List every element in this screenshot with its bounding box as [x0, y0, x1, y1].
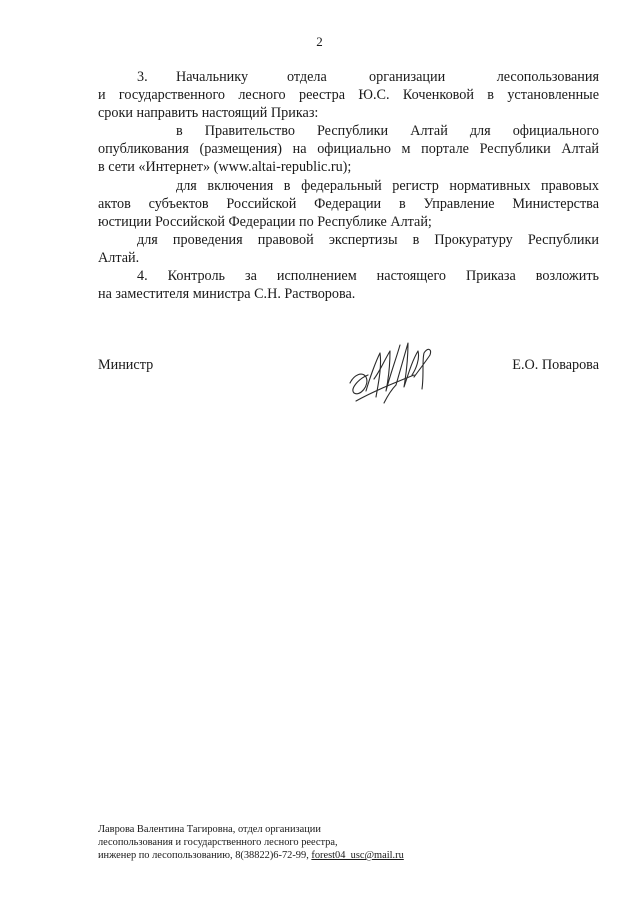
footer-line2: лесопользования и государственного лесного реестра,: [98, 837, 338, 848]
item3-line3: сроки направить настоящий Приказ:: [98, 105, 319, 121]
item3-word-2: отдела: [287, 69, 327, 85]
item4-line2: на заместителя министра С.Н. Растворова.: [98, 286, 356, 302]
footer-line3: [98, 849, 404, 862]
item3-word-4: лесопользования: [496, 69, 599, 85]
bullet3-line1: для проведения правовой экспертизы в Прокуратуру Республики: [137, 232, 599, 248]
bullet2-line1: для включения в федеральный регистр нормативных правовых: [176, 178, 599, 194]
item3-word-3: организации: [369, 69, 446, 85]
page-number: 2: [316, 34, 323, 49]
bullet1-line3: в сети «Интернет» (www.altai-republic.ru);: [98, 159, 352, 175]
footer-contact: инженер по лесопользованию, 8(38822)6-72-99,: [98, 850, 312, 861]
bullet1-line1: в Правительство Республики Алтай для официального: [176, 123, 599, 139]
footer-line1: Лаврова Валентина Тагировна, отдел организации: [98, 824, 321, 835]
bullet1-line2: опубликования (размещения) на официально м портале Республики Алтай: [98, 141, 599, 157]
bullet2-line2: актов субъектов Российской Федерации в Управление Министерства: [98, 196, 599, 212]
signatory-name: Е.О. Поварова: [512, 357, 599, 373]
bullet2-line3: юстиции Российской Федерации по Республике Алтай;: [98, 214, 432, 230]
signatory-position: Министр: [98, 357, 154, 373]
item3-number: 3.: [137, 69, 148, 85]
item4-line1: 4. Контроль за исполнением настоящего Приказа возложить: [137, 268, 599, 284]
bullet3-line2: Алтай.: [98, 250, 140, 266]
item3-word-1: Начальнику: [176, 69, 249, 85]
handwritten-signature-icon: [344, 331, 440, 411]
item3-line2: и государственного лесного реестра Ю.С. Коченковой в установленные: [98, 87, 599, 103]
footer-email-link[interactable]: forest04_usc@mail.ru: [311, 850, 404, 861]
